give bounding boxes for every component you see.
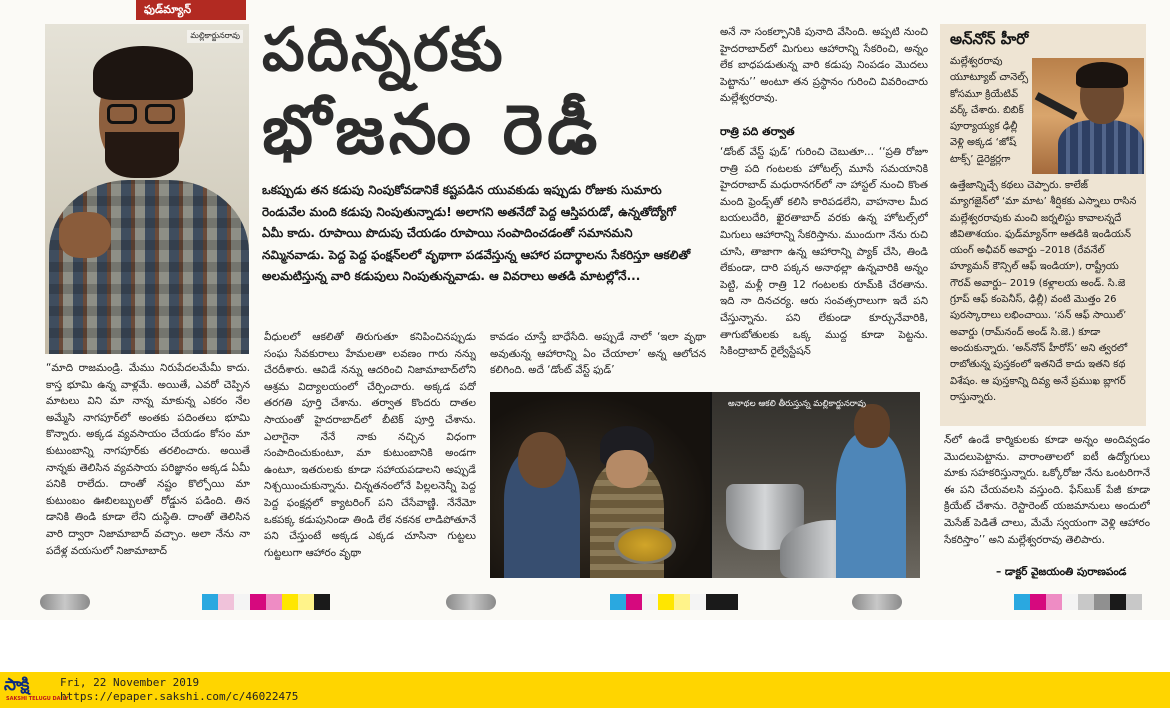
photo-child-face xyxy=(606,450,648,488)
sidebar-box xyxy=(940,24,1146,426)
photo-figure-beard xyxy=(105,132,179,178)
photo-figure-glasses xyxy=(107,104,137,124)
color-swatch xyxy=(250,594,266,610)
color-swatch xyxy=(626,594,642,610)
food-distribution-photo xyxy=(490,392,920,578)
color-swatch xyxy=(1126,594,1142,610)
photo2-credit: అనాథల ఆకలి తీరుస్తున్న మల్లికార్జునరావు xyxy=(728,399,866,409)
main-photo xyxy=(45,24,249,354)
photo-figure-hand xyxy=(59,212,111,258)
color-swatch xyxy=(218,594,234,610)
sidebar-photo-shirt xyxy=(1058,120,1144,174)
color-swatch xyxy=(1094,594,1110,610)
article-column-1: “మాది రాజమండ్రి. మేము నిరుపేదలమేమీ కాదు. కాస్త భూమి ఉన్న వాళ్లమే. అయితే, ఎవరో చెప్పిన మాటలు విని మా నాన్న మాకున్న ఎకరం నేల అమ్మేసి నాగపూర్‌లో అంతకు పదింతలు భూమి కొన్నారు. అక్కడ వ్యవసాయం చేయడం కోసం మా కుటుంబాన్ని నాగపూర్‌కు తరలించారు. అయితే నాన్నకు తెలిసిన వ్యవసాయ పరిజ్ఞానం అక్కడ ఏమీ పనికి రాలేదు. దాంతో నష్టం కొల్పోయి మా కుటుంబం ఊబిలబ్బులతో రోడ్డున పడింది. తిన డానికి తిండి కూడా లేని దుస్థితి. దాంతో తెలిసిన వారి ద్వారా నిజామాబాద్ వచ్చాం. అలా నేను నా పదేళ్ల వయసులో నిజామాబాద్ xyxy=(46,362,250,557)
color-swatch xyxy=(266,594,282,610)
color-swatch xyxy=(722,594,738,610)
sidebar-title: అన్‌నోన్ హీరో xyxy=(950,30,1029,48)
headline-line-1: పదిన్నరకు xyxy=(262,15,505,85)
color-swatch xyxy=(1062,594,1078,610)
color-swatch xyxy=(1078,594,1094,610)
photo-figure-hair xyxy=(93,46,193,100)
article-intro: ఒకప్పుడు తన కడుపు నింపుకోవడానికే కష్టపడిన యువకుడు ఇప్పుడు రోజుకు సుమారు రెండువేల మంది కడుపు నింపుతున్నాడు! అలాగని అతనేదో పెద్ద ఆస్తిపరుడో, ఉన్నతోద్యోగో ఏమీ కాదు. రూపాయి పొదుపు చేయడం రూపాయి సంపాదించడంతో సమానమని నమ్మినవాడు. పెద్ద పెద్ద ఫంక్షన్‌లలో వృథాగా పడవేస్తున్న ఆహార పదార్థాలను సేకరిస్తూ ఆకలితో అలమటిస్తున్న వారి కడుపులు నింపుతున్నవాడు. ఆ వివరాలు అతడి మాటల్లోనే... xyxy=(262,183,691,283)
photo-figure-shirt xyxy=(49,180,249,354)
headline-line-2: భోజనం రెడీ xyxy=(262,91,602,170)
photo-person-server xyxy=(836,432,906,578)
color-swatch xyxy=(706,594,722,610)
color-registration-strip xyxy=(202,594,330,610)
color-swatch xyxy=(610,594,626,610)
main-photo-credit: మల్లికార్జునరావు xyxy=(187,30,243,43)
article-column-2: వీధులలో ఆకలితో తిరుగుతూ కనిపించినప్పుడు సంఘ సేవకురాలు హేమలతా లవణం గారు నన్ను చేరదీశారు. ఆవిడే నన్ను ఆదరించి నిజామాబాద్‌లోని ఆశ్రమ విద్యాలయంలో చేర్పించారు. అక్కడ పదో తరగతి పూర్తి చేశాను. తర్వాత కొందరు దాతల సాయంతో హైదరాబాద్‌లో బీటెక్ పూర్తి చేశాను. ఎలాగైనా నేనే నాకు నచ్చిన విధంగా సంపాదించుకుంటూ, మా కుటుంబానికి అండగా ఉంటూ, ఇతరులకు కూడా సహాయపడాలని అప్పుడే నిశ్చయించుకున్నాను. చిన్నతనంలోనే పిల్లలనెన్నీ పెద్ద పెద్ద ఫంక్షన్లలో క్యాటరింగ్ పని చేసేవాణ్ణి. నేనేమో ఒకపక్క కడుపునిండా తిండి లేక నకనక లాడిపోతూనే పని చేస్తుంటే అక్కడ ఎక్కడ చూసినా గుట్టలు గుట్టలుగా ఆహారం వృథా xyxy=(264,331,476,559)
footer-date: Fri, 22 November 2019 xyxy=(60,676,200,689)
photo-server-face xyxy=(854,404,890,448)
color-swatch xyxy=(1110,594,1126,610)
photo-food-plate xyxy=(614,526,676,564)
registration-pill xyxy=(446,594,496,610)
article-column-4-top: అనే నా సంకల్పానికి పునాది వేసింది. అప్పటి నుంచి హైదరాబాద్‌లో మిగులు ఆహారాన్ని సేకరించి, అన్నం లేక బాధపడుతున్న వారి కడుపు నింపడం మొదలు పెట్టాను’’ అంటూ తన ప్రస్థానం గురించి వివరించారు మల్లేశ్వరరావు. xyxy=(720,26,928,105)
logo-tagline: SAKSHI TELUGU DAILY xyxy=(6,696,69,702)
color-swatch xyxy=(642,594,658,610)
photo-person-face xyxy=(518,432,566,488)
sidebar-text-long: ఉత్తేజాన్నిచ్చే కథలు చెప్పారు. కాలేజ్ మ్యాగజైన్‌లో ‘మా మాట’ శీర్షికకు ఎస్నాలు రాసిన మల్లేశ్వరరావుకు మంచి జర్నలిస్టు కావాలన్నదే జీవితాశయం. ఫుడ్‌మ్యాన్‌గా ఆతడికి ఇండియన్ యంగ్ అఛీవర్ అవార్డు –2018 (రేవనేల్ హ్యూమన్ కౌన్సిల్ ఆఫ్ ఇండియా), రాష్ట్రీయ గౌరవ్ అవార్డు– 2019 (కళ్లాలయ అండ్. సి.జె గ్రూప్ ఆఫ్ కంపెనీస్, ఢిల్లీ) వంటి మొత్తం 26 పురస్కారాలు లభించాయి. ‘సన్ ఆఫ్ సాయిల్’ అవార్డు (రామ్‌నంద్ అండ్ సి.జె.) కూడా అందుకున్నారు. ‘అన్‌నోన్ హీరోస్’ అని త్వరలో రాబోతున్న పుస్తకంలో ఇతనిదే కాదు ఇతని కథ విశేషం. ఆ పుస్తకాన్ని దివ్య అనే ప్రముఖ బ్లాగర్ రాస్తున్నారు. xyxy=(950,180,1137,403)
color-swatch xyxy=(234,594,250,610)
article-byline: – డాక్టర్ వైజయంతి పురాణపండ xyxy=(996,566,1127,578)
color-swatch xyxy=(1014,594,1030,610)
article-headline xyxy=(262,12,702,174)
color-swatch xyxy=(690,594,706,610)
color-swatch xyxy=(674,594,690,610)
microphone-icon xyxy=(1035,92,1078,120)
photo-figure-glasses xyxy=(145,104,175,124)
color-swatch xyxy=(314,594,330,610)
color-swatch xyxy=(658,594,674,610)
article-column-3: కావడం చూస్తే బాధేసేది. అప్పుడే నాలో ‘ఇలా వృథా అవుతున్న ఆహారాన్ని ఏం చేయాలా’ అన్న ఆలోచన కలిగింది. అదే ‘డోంట్ వేస్ట్ ఫుడ్’ xyxy=(490,331,706,377)
color-registration-strip xyxy=(1014,594,1142,610)
sidebar-photo xyxy=(1032,58,1144,174)
color-swatch xyxy=(202,594,218,610)
color-swatch xyxy=(1046,594,1062,610)
color-swatch xyxy=(1030,594,1046,610)
registration-pill xyxy=(40,594,90,610)
article-column-4-body: ‘డోంట్ వేస్ట్ ఫుడ్’ గురించి చెబుతూ... ‘‘ప్రతి రోజూ రాత్రి పది గంటలకు హోటల్స్ మూసే సమయానికి హైదరాబాద్ మధురానగర్‌లో నా హాస్టల్ నుంచి కొంత మంది ఫ్రెండ్స్‌తో కలిసి కారిపడలేని, వాహనాల మీద బయలుదేరి, ఖైరతాబాద్ వరకు ఉన్న హోటల్స్‌లో మిగులు ఆహారాన్ని సేకరిస్తాను. ముందుగా నేను రుచి చూసి, తాజాగా ఉన్న ఆహారాన్ని ప్యాక్ చేసి, తిండి లేకుండా, దారి పక్కన అనాథల్లా ఉన్నవారికి అన్నం పెట్టి, మళ్లీ రాత్రి 12 గంటలకు రూమ్‌కి చేరతాను. ఇది నా దినచర్య. ఆరు సంవత్సరాలుగా ఇదే పని చేస్తున్నాను. పని లేకుండా కూర్చునేవారికి, తాగుబోతులకు ఒక్క ముద్ద కూడా పెట్టను. సికింద్రాబాద్ రైల్వేస్టేషన్ xyxy=(720,146,928,358)
color-swatch xyxy=(298,594,314,610)
sakshi-logo[interactable] xyxy=(4,675,69,705)
epaper-footer xyxy=(0,672,1170,708)
logo-wordmark: సాక్షి xyxy=(4,675,29,695)
sidebar-photo-hair xyxy=(1076,62,1128,88)
footer-url[interactable]: https://epaper.sakshi.com/c/46022475 xyxy=(60,690,299,703)
registration-pill xyxy=(852,594,902,610)
article-column-right-bottom: న్‌లో ఉండే కార్మికులకు కూడా అన్నం అందివ్వడం మొదలుపెట్టాను. వారాంతాలలో ఐటీ ఉద్యోగులు మాకు సహకరిస్తున్నారు. ఒక్కోరోజు నేను ఒంటరిగానే ఈ పని చేయవలసి వస్తుంది. ఫేస్‌బుక్ పేజీ కూడా క్రియేట్ చేశాను. రెస్టారెంట్ యజమానులు అందులో మెసేజ్ పెడితే చాలు, మేమే స్వయంగా వెళ్లి ఆహారం సేకరిస్తాం’’ అని మల్లేశ్వరరావు తెలిపారు. xyxy=(944,434,1150,546)
article-subhead: రాత్రి పది తర్వాత xyxy=(720,125,795,138)
color-swatch xyxy=(282,594,298,610)
color-registration-strip xyxy=(610,594,738,610)
footer-meta xyxy=(60,676,298,704)
sidebar-text-short: మల్లేశ్వరరావు యూట్యూబ్ చానెల్స్ కోసమూ క్రియేటివ్ వర్క్ చేశారు. బిబిక్ పూర్యాయ్యక ఢిల్లీ వెళ్లి అక్కడ ‘జోష్ టాక్స్’ డైరెక్టర్లగా xyxy=(950,56,1029,165)
section-tag: ఫుడ్‌మ్యాన్ xyxy=(136,0,246,20)
